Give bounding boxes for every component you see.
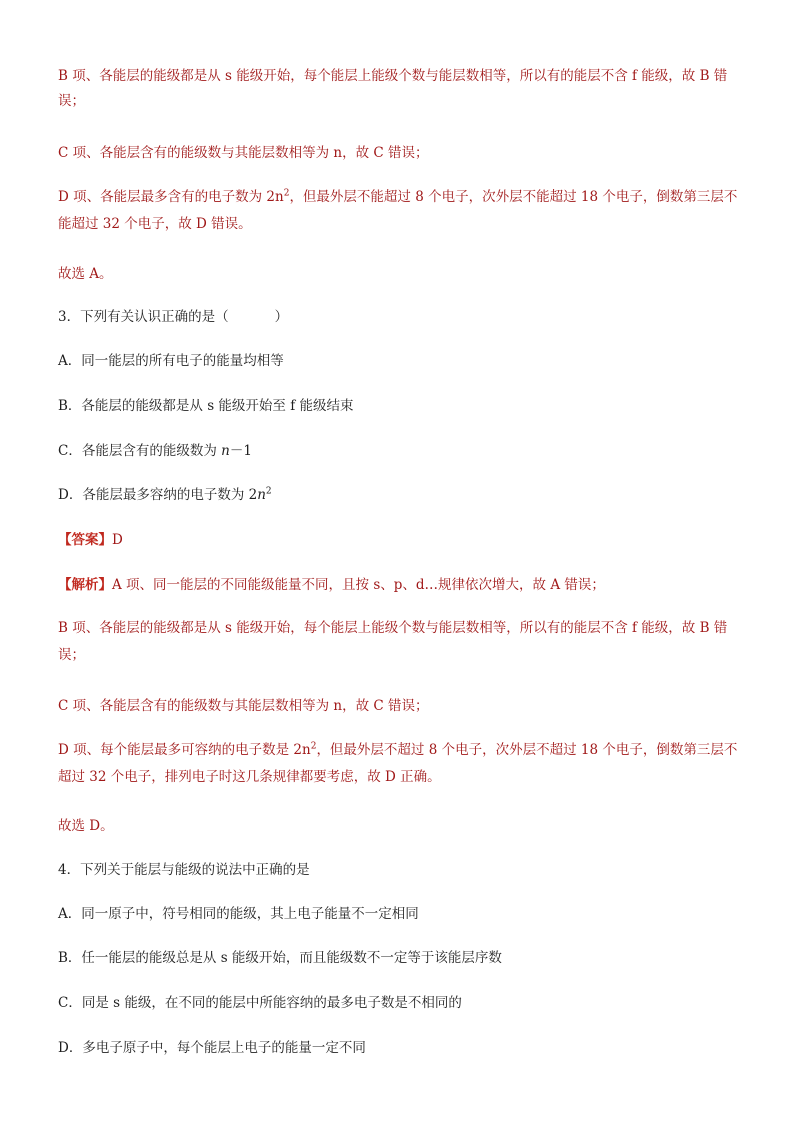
q3-conclusion: 故选 D。 [58, 818, 114, 834]
analysis-conclusion: 故选 A。 [58, 266, 113, 282]
analysis-line-a [58, 575, 605, 595]
question-3-option-c [58, 441, 252, 461]
question-3-option-d [58, 485, 272, 505]
analysis-c-line: C 项、各能层含有的能级数与其能层数相等为 n，故 C 错误； [58, 145, 429, 161]
question-4-option-a: A．同一原子中，符号相同的能级，其上电子能量不一定相同 [58, 906, 419, 922]
question-4-option-d: D．多电子原子中，每个能层上电子的能量一定不同 [58, 1040, 366, 1056]
answer-line [58, 530, 123, 550]
answer-value: D [112, 532, 123, 548]
question-3-option-a: A．同一能层的所有电子的能量均相等 [58, 353, 284, 369]
answer-paren-open: （ [215, 309, 229, 325]
analysis-b-line-2: 误； [58, 93, 85, 109]
question-3-stem-text: 3．下列有关认识正确的是 [58, 309, 216, 325]
answer-tag: 【答案】 [58, 532, 112, 548]
question-4-option-c: C．同是 s 能级，在不同的能层中所能容纳的最多电子数是不相同的 [58, 995, 462, 1011]
analysis-a-text: A 项、同一能层的不同能级能量不同，且按 s、p、d…规律依次增大，故 A 错误； [112, 577, 605, 593]
option-d-text: D．各能层最多容纳的电子数为 2 [58, 487, 258, 503]
question-4-stem: 4．下列关于能层与能级的说法中正确的是 [58, 862, 310, 878]
option-d-superscript: 2 [265, 486, 272, 497]
q3-analysis-d-text-b: ，但最外层不超过 8 个电子，次外层不超过 18 个电子，倒数第三层不 [316, 742, 738, 758]
analysis-d-superscript: 2 [283, 188, 290, 199]
analysis-d-text-b: ，但最外层不能超过 8 个电子，次外层不能超过 18 个电子，倒数第三层不 [289, 189, 738, 205]
analysis-tag: 【解析】 [58, 577, 112, 593]
q3-analysis-d-line-1 [58, 740, 737, 760]
q3-analysis-d-line-2: 超过 32 个电子，排列电子时这几条规律都要考虑，故 D 正确。 [58, 769, 441, 785]
question-3-option-b: B．各能层的能级都是从 s 能级开始至 f 能级结束 [58, 398, 354, 414]
q3-analysis-d-superscript: 2 [310, 741, 317, 752]
option-c-tail: －1 [229, 443, 252, 459]
q3-analysis-b-line-2: 误； [58, 647, 85, 663]
option-d-math: n [257, 487, 266, 503]
analysis-d-text-a: D 项、各能层最多含有的电子数为 2n [58, 189, 284, 205]
option-c-math: n [221, 443, 230, 459]
question-4-option-b: B．任一能层的能级总是从 s 能级开始，而且能级数不一定等于该能层序数 [58, 950, 502, 966]
analysis-b-line-1: B 项、各能层的能级都是从 s 能级开始，每个能层上能级个数与能层数相等，所以有的能层不含 f 能级，故 B 错 [58, 68, 728, 84]
answer-paren-close: ） [274, 309, 289, 325]
question-3-stem [58, 307, 288, 327]
option-c-text: C．各能层含有的能级数为 [58, 443, 222, 459]
q3-analysis-c-line: C 项、各能层含有的能级数与其能层数相等为 n，故 C 错误； [58, 698, 429, 714]
q3-analysis-d-text-a: D 项、每个能层最多可容纳的电子数是 2n [58, 742, 311, 758]
analysis-d-line-2: 能超过 32 个电子，故 D 错误。 [58, 216, 252, 232]
q3-analysis-b-line-1: B 项、各能层的能级都是从 s 能级开始，每个能层上能级个数与能层数相等，所以有的能层不含 f 能级，故 B 错 [58, 620, 728, 636]
analysis-d-line-1 [58, 187, 737, 207]
